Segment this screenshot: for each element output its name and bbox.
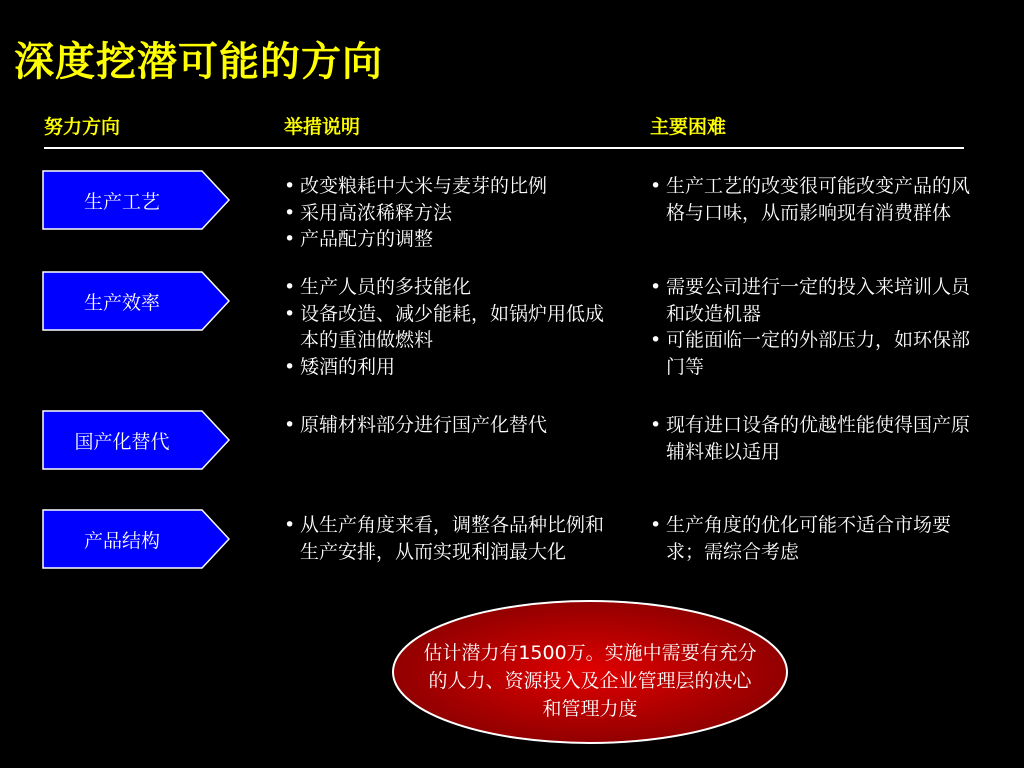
measures-cell <box>284 512 614 565</box>
list-item: • 从生产角度来看，调整各品种比例和生产安排，从而实现利润最大化 <box>284 512 614 565</box>
category-label: 生产效率 <box>83 291 160 314</box>
category-arrow-localization <box>42 410 230 470</box>
measures-cell <box>284 173 614 253</box>
list-item: • 采用高浓稀释方法 <box>284 200 614 227</box>
header-measures: 举措说明 <box>284 116 361 138</box>
header-difficulties: 主要困难 <box>650 116 727 138</box>
measures-cell <box>284 412 614 439</box>
category-label: 国产化替代 <box>74 430 170 453</box>
measures-cell <box>284 274 614 380</box>
list-item: • 改变粮耗中大米与麦芽的比例 <box>284 173 614 200</box>
list-item: • 原辅材料部分进行国产化替代 <box>284 412 614 439</box>
list-item: • 需要公司进行一定的投入来培训人员和改造机器 <box>650 274 975 327</box>
list-item: • 产品配方的调整 <box>284 226 614 253</box>
category-label: 生产工艺 <box>83 190 160 213</box>
list-item: • 矮酒的利用 <box>284 354 614 381</box>
category-arrow-efficiency <box>42 271 230 331</box>
list-item: • 生产工艺的改变很可能改变产品的风格与口味，从而影响现有消费群体 <box>650 173 975 226</box>
list-item: • 设备改造、减少能耗，如锅炉用低成本的重油做燃料 <box>284 301 614 354</box>
list-item: • 现有进口设备的优越性能使得国产原辅料难以适用 <box>650 412 975 465</box>
header-divider <box>44 147 964 149</box>
category-arrow-product-structure <box>42 509 230 569</box>
difficulties-cell <box>650 512 975 565</box>
difficulties-cell <box>650 173 975 226</box>
list-item: • 生产角度的优化可能不适合市场要求；需综合考虑 <box>650 512 975 565</box>
category-arrow-process <box>42 170 230 230</box>
difficulties-cell <box>650 274 975 380</box>
category-label: 产品结构 <box>83 529 160 552</box>
difficulties-cell <box>650 412 975 465</box>
list-item: • 可能面临一定的外部压力，如环保部门等 <box>650 327 975 380</box>
header-direction: 努力方向 <box>44 116 121 138</box>
summary-text: 估计潜力有1500万。实施中需要有充分的人力、资源投入及企业管理层的决心和管理力度 <box>423 642 757 720</box>
summary-ellipse <box>390 598 790 746</box>
slide-title: 深度挖潜可能的方向 <box>14 39 383 85</box>
list-item: • 生产人员的多技能化 <box>284 274 614 301</box>
